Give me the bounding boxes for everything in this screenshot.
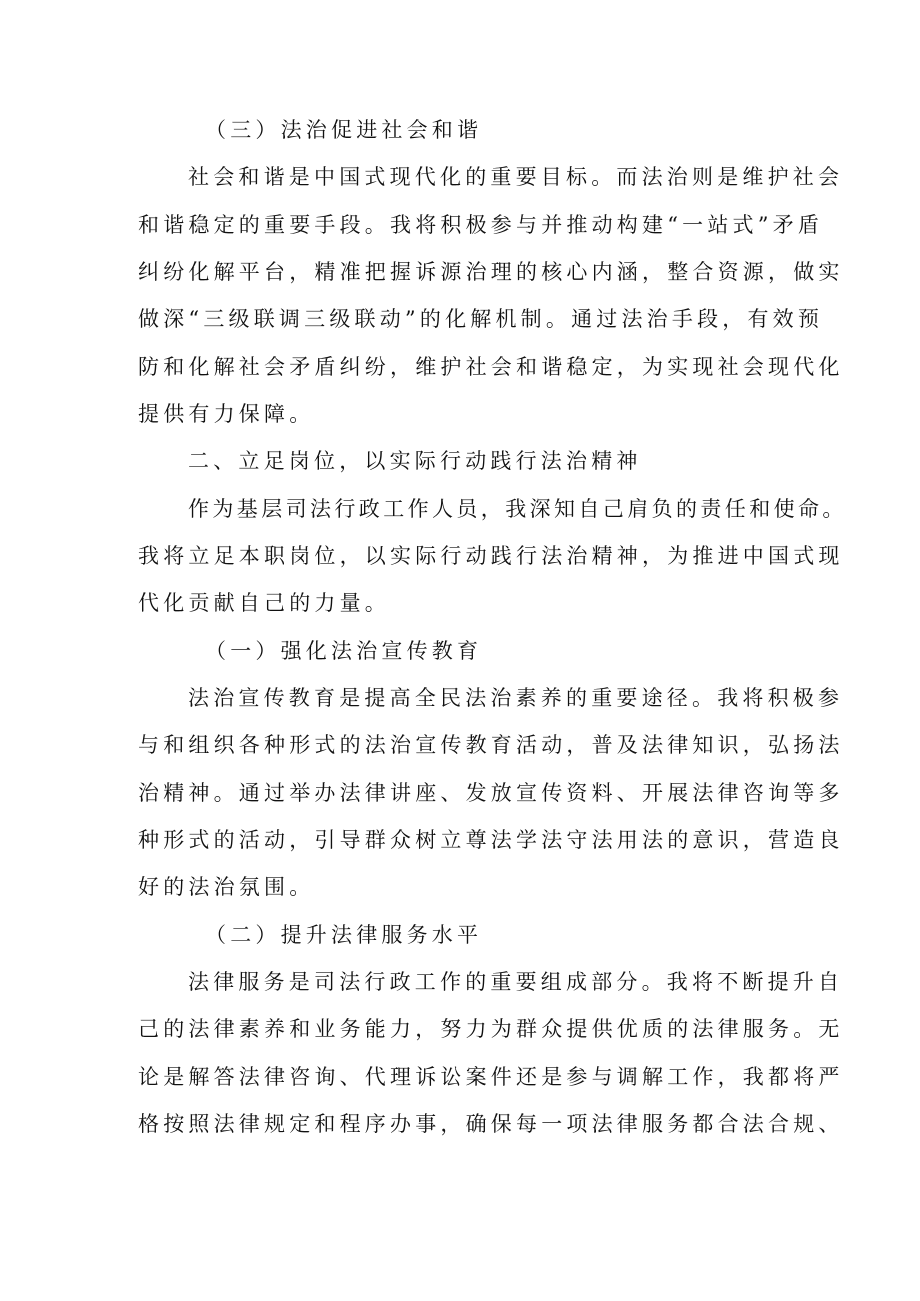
paragraph-line: 己的法律素养和业务能力，努力为群众提供优质的法律服务。无 [138,1017,844,1041]
paragraph-line: 代化贡献自己的力量。 [138,591,390,615]
paragraph-line: 种形式的活动，引导群众树立尊法学法守法用法的意识，营造良 [138,828,844,852]
sub-two-heading: （二）提升法律服务水平 [205,923,483,947]
paragraph-line: 社会和谐是中国式现代化的重要目标。而法治则是维护社会 [188,165,844,189]
paragraph-line: 格按照法律规定和程序办事，确保每一项法律服务都合法合规、 [138,1112,844,1136]
paragraph-line: 与和组织各种形式的法治宣传教育活动，普及法律知识，弘扬法 [138,733,844,757]
paragraph-line: 和谐稳定的重要手段。我将积极参与并推动构建“一站式”矛盾 [138,213,824,237]
paragraph-line: 我将立足本职岗位，以实际行动践行法治精神，为推进中国式现 [138,544,844,568]
part-two-heading: 二、立足岗位，以实际行动践行法治精神 [188,449,642,473]
paragraph-line: 提供有力保障。 [138,402,315,426]
sub-one-heading: （一）强化法治宣传教育 [205,639,483,663]
paragraph-line: 防和化解社会矛盾纠纷，维护社会和谐稳定，为实现社会现代化 [138,355,844,379]
paragraph-line: 论是解答法律咨询、代理诉讼案件还是参与调解工作，我都将严 [138,1065,844,1089]
paragraph-line: 作为基层司法行政工作人员，我深知自己肩负的责任和使命。 [188,497,847,521]
paragraph-line: 法律服务是司法行政工作的重要组成部分。我将不断提升自 [188,970,844,994]
section-three-heading: （三）法治促进社会和谐 [205,118,483,142]
paragraph-line: 法治宣传教育是提高全民法治素养的重要途径。我将积极参 [188,686,844,710]
paragraph-line: 好的法治氛围。 [138,875,315,899]
paragraph-line: 治精神。通过举办法律讲座、发放宣传资料、开展法律咨询等多 [138,781,844,805]
paragraph-line: 纠纷化解平台，精准把握诉源治理的核心内涵，整合资源，做实 [138,260,844,284]
paragraph-line: 做深“三级联调三级联动”的化解机制。通过法治手段，有效预 [138,307,824,331]
